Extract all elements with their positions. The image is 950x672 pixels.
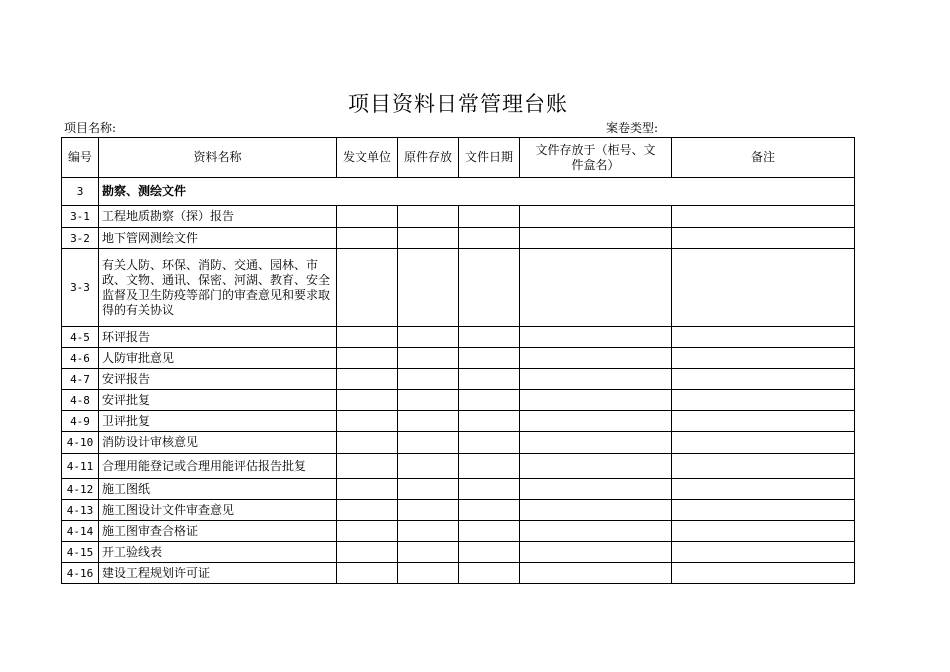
cell-date[interactable] — [459, 228, 520, 249]
cell-location[interactable] — [520, 348, 672, 369]
cell-issuer[interactable] — [337, 411, 398, 432]
row-num: 4-9 — [62, 411, 99, 432]
cell-issuer[interactable] — [337, 542, 398, 563]
cell-issuer[interactable] — [337, 228, 398, 249]
cell-remarks[interactable] — [672, 500, 855, 521]
table-row — [62, 206, 855, 228]
table-row — [62, 249, 855, 327]
cell-issuer[interactable] — [337, 563, 398, 584]
row-num: 3-3 — [62, 249, 99, 327]
cell-location[interactable] — [520, 390, 672, 411]
header-date: 文件日期 — [459, 138, 520, 178]
row-num: 4-11 — [62, 454, 99, 479]
cell-date[interactable] — [459, 432, 520, 454]
row-name: 有关人防、环保、消防、交通、园林、市政、文物、通讯、保密、河湖、教育、安全监督及卫生防疫等部门的审查意见和要求取得的有关协议 — [99, 249, 337, 327]
row-num: 4-16 — [62, 563, 99, 584]
cell-original[interactable] — [398, 454, 459, 479]
row-num: 4-8 — [62, 390, 99, 411]
cell-remarks[interactable] — [672, 249, 855, 327]
row-name: 合理用能登记或合理用能评估报告批复 — [99, 454, 337, 479]
cell-location[interactable] — [520, 542, 672, 563]
cell-remarks[interactable] — [672, 206, 855, 228]
row-num: 4-6 — [62, 348, 99, 369]
cell-issuer[interactable] — [337, 479, 398, 500]
row-num: 4-15 — [62, 542, 99, 563]
row-num: 4-13 — [62, 500, 99, 521]
cell-date[interactable] — [459, 411, 520, 432]
table-row — [62, 500, 855, 521]
archive-type-label: 案卷类型: — [606, 121, 659, 135]
cell-date[interactable] — [459, 479, 520, 500]
row-num: 3-2 — [62, 228, 99, 249]
cell-location[interactable] — [520, 369, 672, 390]
table-row — [62, 228, 855, 249]
cell-date[interactable] — [459, 563, 520, 584]
row-name: 施工图设计文件审查意见 — [99, 500, 337, 521]
cell-original[interactable] — [398, 206, 459, 228]
cell-remarks[interactable] — [672, 411, 855, 432]
row-name: 施工图审查合格证 — [99, 521, 337, 542]
cell-issuer[interactable] — [337, 432, 398, 454]
cell-issuer[interactable] — [337, 369, 398, 390]
cell-issuer[interactable] — [337, 249, 398, 327]
cell-date[interactable] — [459, 454, 520, 479]
row-name: 卫评批复 — [99, 411, 337, 432]
cell-issuer[interactable] — [337, 390, 398, 411]
cell-location[interactable] — [520, 411, 672, 432]
cell-remarks[interactable] — [672, 521, 855, 542]
row-num: 4-14 — [62, 521, 99, 542]
cell-remarks[interactable] — [672, 563, 855, 584]
cell-remarks[interactable] — [672, 432, 855, 454]
header-original: 原件存放 — [398, 138, 459, 178]
cell-issuer[interactable] — [337, 327, 398, 348]
cell-date[interactable] — [459, 348, 520, 369]
header-name: 资料名称 — [99, 138, 337, 178]
cell-original[interactable] — [398, 479, 459, 500]
table-row — [62, 390, 855, 411]
row-num: 3-1 — [62, 206, 99, 228]
cell-remarks[interactable] — [672, 390, 855, 411]
row-name: 施工图纸 — [99, 479, 337, 500]
cell-original[interactable] — [398, 369, 459, 390]
table-row — [62, 542, 855, 563]
cell-date[interactable] — [459, 542, 520, 563]
cell-original[interactable] — [398, 249, 459, 327]
cell-remarks[interactable] — [672, 228, 855, 249]
table-row — [62, 178, 855, 206]
cell-location[interactable] — [520, 454, 672, 479]
header-num: 编号 — [62, 138, 99, 178]
table-row — [62, 563, 855, 584]
table-row — [62, 479, 855, 500]
cell-date[interactable] — [459, 327, 520, 348]
header-issuer: 发文单位 — [337, 138, 398, 178]
cell-remarks[interactable] — [672, 369, 855, 390]
row-name: 人防审批意见 — [99, 348, 337, 369]
cell-issuer[interactable] — [337, 500, 398, 521]
cell-original[interactable] — [398, 521, 459, 542]
table-row — [62, 521, 855, 542]
cell-original[interactable] — [398, 327, 459, 348]
table-row — [62, 454, 855, 479]
row-name: 地下管网测绘文件 — [99, 228, 337, 249]
table-row — [62, 327, 855, 348]
cell-original[interactable] — [398, 348, 459, 369]
page-title: 项目资料日常管理台账 — [348, 92, 568, 116]
cell-original[interactable] — [398, 390, 459, 411]
header-location: 文件存放于（柜号、文件盒名） — [520, 138, 672, 178]
cell-date[interactable] — [459, 390, 520, 411]
cell-location[interactable] — [520, 249, 672, 327]
cell-location[interactable] — [520, 327, 672, 348]
cell-original[interactable] — [398, 228, 459, 249]
cell-issuer[interactable] — [337, 206, 398, 228]
row-name: 建设工程规划许可证 — [99, 563, 337, 584]
cell-original[interactable] — [398, 500, 459, 521]
cell-original[interactable] — [398, 542, 459, 563]
row-name: 安评报告 — [99, 369, 337, 390]
row-num: 3 — [62, 178, 99, 206]
row-num: 4-7 — [62, 369, 99, 390]
row-num: 4-5 — [62, 327, 99, 348]
cell-original[interactable] — [398, 563, 459, 584]
project-name-label: 项目名称: — [64, 121, 117, 135]
cell-date[interactable] — [459, 249, 520, 327]
cell-remarks[interactable] — [672, 348, 855, 369]
cell-date[interactable] — [459, 206, 520, 228]
cell-issuer[interactable] — [337, 348, 398, 369]
table-row — [62, 411, 855, 432]
header-row — [62, 138, 855, 178]
cell-issuer[interactable] — [337, 521, 398, 542]
row-name: 消防设计审核意见 — [99, 432, 337, 454]
row-name: 安评批复 — [99, 390, 337, 411]
cell-remarks[interactable] — [672, 327, 855, 348]
cell-issuer[interactable] — [337, 454, 398, 479]
cell-original[interactable] — [398, 411, 459, 432]
cell-date[interactable] — [459, 521, 520, 542]
ledger-table — [61, 137, 855, 584]
row-num: 4-12 — [62, 479, 99, 500]
cell-remarks[interactable] — [672, 542, 855, 563]
table-row — [62, 348, 855, 369]
row-num: 4-10 — [62, 432, 99, 454]
cell-remarks[interactable] — [672, 479, 855, 500]
cell-original[interactable] — [398, 432, 459, 454]
cell-date[interactable] — [459, 500, 520, 521]
cell-location[interactable] — [520, 500, 672, 521]
row-name: 勘察、测绘文件 — [99, 178, 855, 206]
cell-location[interactable] — [520, 479, 672, 500]
cell-location[interactable] — [520, 228, 672, 249]
cell-location[interactable] — [520, 563, 672, 584]
cell-location[interactable] — [520, 206, 672, 228]
table-row — [62, 432, 855, 454]
row-name: 工程地质勘察（探）报告 — [99, 206, 337, 228]
header-remarks: 备注 — [672, 138, 855, 178]
row-name: 开工验线表 — [99, 542, 337, 563]
cell-remarks[interactable] — [672, 454, 855, 479]
cell-location[interactable] — [520, 432, 672, 454]
cell-location[interactable] — [520, 521, 672, 542]
cell-date[interactable] — [459, 369, 520, 390]
row-name: 环评报告 — [99, 327, 337, 348]
table-row — [62, 369, 855, 390]
